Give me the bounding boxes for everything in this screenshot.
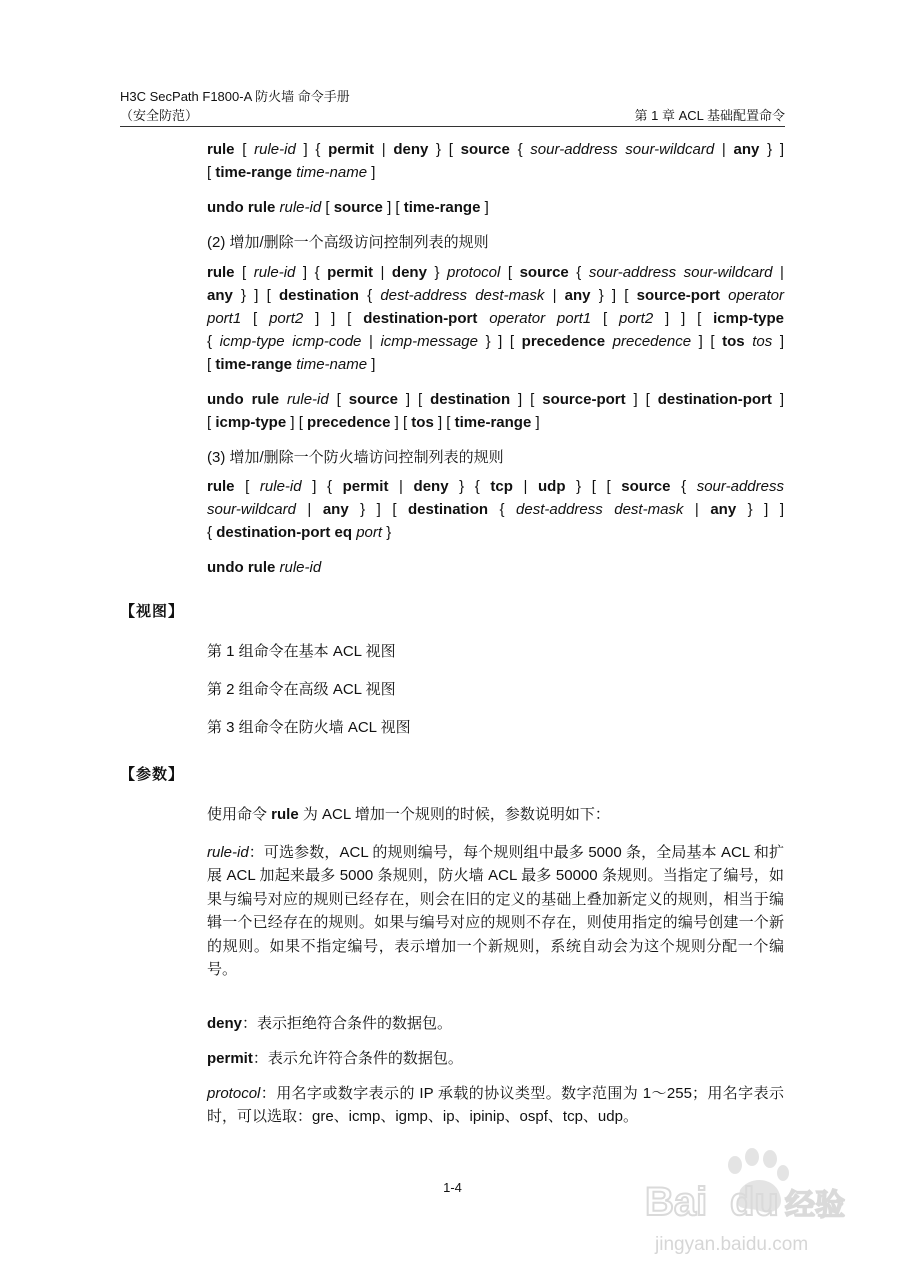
svg-text:Bai: Bai [645,1180,708,1224]
syntax-keyword: tos [722,333,745,350]
syntax-keyword: icmp-type [215,414,287,431]
syntax-keyword: deny [413,478,449,495]
syntax-keyword: undo rule [207,199,276,216]
syntax-argument: sour-address sour-wildcard [588,264,773,281]
syntax-keyword: undo rule [207,391,280,408]
syntax-keyword: source-port [542,391,626,408]
header-chapter: 第 1 章 ACL 基础配置命令 [634,108,785,123]
syntax-punct: ] ] [ [303,310,364,327]
syntax-keyword: icmp-type [713,310,784,327]
syntax-line [207,521,784,544]
syntax-line [207,556,784,579]
param-desc: ：可选参数，ACL 的规则编号，每个规则组中最多 5000 条，全局基本 ACL 和扩展 ACL 加起来最多 5000 条规则，防火墙 ACL 最多 50000 条规则。当指定了编号，如果与编号对应的规则已经存在，则会在旧的定义的基础上叠加新定义的规则，相当于编辑一个已经存在的规则。如果与编号对应的规则不存在，则使用指定的编号创建一个新的规则。如果不指定编号，表示增加一个新规则，系统自动会为这个规则分配一个编号。 [207,844,784,979]
syntax-punct: | [388,478,414,495]
syntax-punct: | [361,333,381,350]
syntax-keyword: any [207,287,233,304]
syntax-keyword: rule [207,264,235,281]
firewall-rule-syntax [207,475,784,544]
syntax-punct: } ] ] [736,501,784,518]
syntax-punct: | [714,141,734,158]
baidu-jingyan-watermark [640,1145,860,1270]
syntax-punct: ] [480,199,489,216]
header-row [120,107,785,124]
syntax-punct: [ [207,414,216,431]
syntax-keyword: destination-port [363,310,478,327]
syntax-punct [477,310,489,327]
syntax-punct: [ [500,264,520,281]
syntax-argument: sour-address [696,478,784,495]
syntax-line [207,284,784,307]
syntax-punct: } [426,264,447,281]
syntax-punct: } [ [428,141,461,158]
page-number: 1-4 [443,1180,462,1195]
syntax-punct: | [372,264,392,281]
syntax-line [207,388,784,411]
syntax-line [207,138,784,161]
syntax-keyword: tcp [490,478,513,495]
syntax-line [207,196,784,219]
syntax-argument: rule-id [259,478,302,495]
syntax-argument: icmp-message [380,333,478,350]
syntax-line [207,307,784,330]
syntax-punct: } ] [ [232,287,279,304]
syntax-punct: | [772,264,784,281]
paw-logo-icon [640,1145,860,1270]
intro-text: 为 ACL 增加一个规则的时候，参数说明如下： [298,806,610,823]
syntax-line [207,330,784,353]
syntax-punct: ] { [295,264,328,281]
syntax-keyword: time-range [403,199,481,216]
syntax-keyword: time-range [215,356,293,373]
syntax-line [207,161,784,184]
syntax-keyword: any [710,501,737,518]
param-term: protocol [207,1085,261,1102]
syntax-argument: rule-id [279,199,322,216]
syntax-keyword: rule [207,478,235,495]
syntax-keyword: permit [327,264,373,281]
syntax-keyword: destination [278,287,359,304]
header-volume: （安全防范） [120,108,199,123]
syntax-keyword: deny [393,141,429,158]
syntax-keyword: rule [207,141,235,158]
params-intro [207,803,784,826]
syntax-punct: { [568,264,589,281]
syntax-punct: } [382,524,392,541]
syntax-keyword: source [333,199,383,216]
syntax-keyword: time-range [454,414,532,431]
syntax-keyword: source [348,391,398,408]
param-desc: ：表示允许符合条件的数据包。 [252,1050,463,1067]
syntax-punct: { [207,333,220,350]
syntax-argument: time-name [296,164,368,181]
syntax-punct: { [670,478,697,495]
advanced-rule-syntax [207,261,784,376]
syntax-punct: { [358,287,381,304]
syntax-argument: precedence [612,333,692,350]
syntax-keyword: udp [538,478,566,495]
syntax-punct: } ] [ [590,287,637,304]
syntax-punct: ] { [295,141,329,158]
syntax-punct: [ [321,199,334,216]
basic-undo-syntax [207,196,784,219]
syntax-punct: { [207,524,217,541]
syntax-argument: rule-id [279,559,322,576]
syntax-keyword: any [322,501,349,518]
syntax-keyword: time-range [215,164,293,181]
syntax-punct [605,333,613,350]
syntax-punct: } ] [ [348,501,409,518]
syntax-punct: ] [772,333,784,350]
syntax-keyword: permit [328,141,374,158]
param-term: rule-id [207,844,249,861]
syntax-punct: | [512,478,539,495]
param-term: permit [207,1050,253,1067]
param-deny [207,1012,784,1035]
syntax-punct: ] [531,414,540,431]
syntax-argument: port2 [619,310,654,327]
syntax-punct: } { [448,478,491,495]
syntax-line [207,353,784,376]
intro-text: 使用命令 [207,806,272,823]
svg-text:du: du [730,1180,779,1224]
svg-text:jingyan.baidu.com: jingyan.baidu.com [655,1234,809,1255]
firewall-undo-syntax [207,556,784,579]
syntax-punct [279,391,287,408]
param-desc: ：用名字或数字表示的 IP 承载的协议类型。数字范围为 1～255；用名字表示时，可以选取：gre、icmp、igmp、ip、ipinip、ospf、tcp、udp。 [207,1085,784,1125]
syntax-punct: } [ [ [565,478,622,495]
params-heading: 【参数】 [120,766,185,783]
syntax-argument: rule-id [254,141,296,158]
syntax-punct: ] [ [691,333,723,350]
syntax-punct: ] [ [382,199,404,216]
syntax-keyword: source [519,264,569,281]
syntax-keyword: source [621,478,671,495]
syntax-keyword: destination [430,391,511,408]
syntax-keyword: undo rule [207,559,276,576]
syntax-punct: [ [328,391,349,408]
syntax-argument: port [356,524,383,541]
view-item: 第 3 组命令在防火墙 ACL 视图 [207,719,411,736]
syntax-line [207,261,784,284]
header-divider [120,126,785,127]
syntax-argument: operator port1 [489,310,592,327]
syntax-keyword: permit [342,478,389,495]
syntax-argument: rule-id [253,264,296,281]
syntax-keyword: any [733,141,760,158]
syntax-punct: [ [591,310,619,327]
syntax-punct: [ [234,141,255,158]
param-permit [207,1047,784,1070]
syntax-punct: ] [771,391,785,408]
syntax-punct: [ [234,264,254,281]
syntax-argument: port2 [269,310,304,327]
syntax-keyword: precedence [521,333,606,350]
syntax-punct: { [509,141,531,158]
svg-text:经验: 经验 [785,1188,845,1223]
syntax-argument: protocol [446,264,501,281]
view-item: 第 1 组命令在基本 ACL 视图 [207,643,396,660]
syntax-keyword: tos [411,414,434,431]
param-term: deny [207,1015,243,1032]
syntax-line [207,411,784,434]
item-3-label: (3) 增加/删除一个防火墙访问控制列表的规则 [207,449,504,466]
syntax-argument: time-name [296,356,368,373]
syntax-argument: dest-address dest-mask [516,501,684,518]
syntax-punct: } ] [ [477,333,522,350]
syntax-argument: port1 [207,310,242,327]
syntax-punct: [ [207,356,216,373]
syntax-punct: | [683,501,711,518]
syntax-punct: ] [ [625,391,658,408]
syntax-punct: ] [ [433,414,455,431]
syntax-argument: sour-wildcard [207,501,296,518]
syntax-punct: ] [ [397,391,431,408]
syntax-punct: | [544,287,565,304]
syntax-argument: icmp-type icmp-code [219,333,362,350]
syntax-argument: sour-address sour-wildcard [530,141,715,158]
syntax-punct: } ] [759,141,784,158]
syntax-keyword: source-port [636,287,720,304]
syntax-argument: tos [752,333,773,350]
syntax-keyword: precedence [307,414,391,431]
advanced-undo-syntax [207,388,784,434]
syntax-punct: ] [367,356,376,373]
param-protocol [207,1082,784,1128]
syntax-line [207,475,784,498]
syntax-punct: ] [ [286,414,308,431]
syntax-keyword: deny [391,264,427,281]
syntax-punct: [ [234,478,260,495]
syntax-punct: ] [367,164,376,181]
syntax-punct: [ [207,164,216,181]
view-item: 第 2 组命令在高级 ACL 视图 [207,681,396,698]
views-heading: 【视图】 [120,603,185,620]
param-desc: ：表示拒绝符合条件的数据包。 [242,1015,453,1032]
syntax-keyword: any [564,287,591,304]
syntax-line [207,498,784,521]
syntax-punct [720,287,728,304]
syntax-keyword: source [460,141,510,158]
syntax-punct: ] ] [ [653,310,714,327]
syntax-punct: ] [ [510,391,543,408]
header-product: H3C SecPath F1800-A 防火墙 命令手册 [120,89,350,104]
intro-command: rule [271,806,299,823]
syntax-punct: ] [ [390,414,412,431]
syntax-argument: operator [728,287,785,304]
syntax-punct: | [295,501,323,518]
syntax-argument: rule-id [287,391,329,408]
basic-rule-syntax [207,138,784,184]
syntax-punct: { [488,501,517,518]
syntax-punct: | [373,141,394,158]
item-2-label: (2) 增加/删除一个高级访问控制列表的规则 [207,234,489,251]
syntax-keyword: destination-port [657,391,772,408]
syntax-keyword: destination [408,501,489,518]
param-rule-id [207,841,784,981]
syntax-keyword: destination-port eq [216,524,353,541]
syntax-punct: ] { [301,478,343,495]
syntax-punct: [ [241,310,270,327]
syntax-argument: dest-address dest-mask [380,287,545,304]
